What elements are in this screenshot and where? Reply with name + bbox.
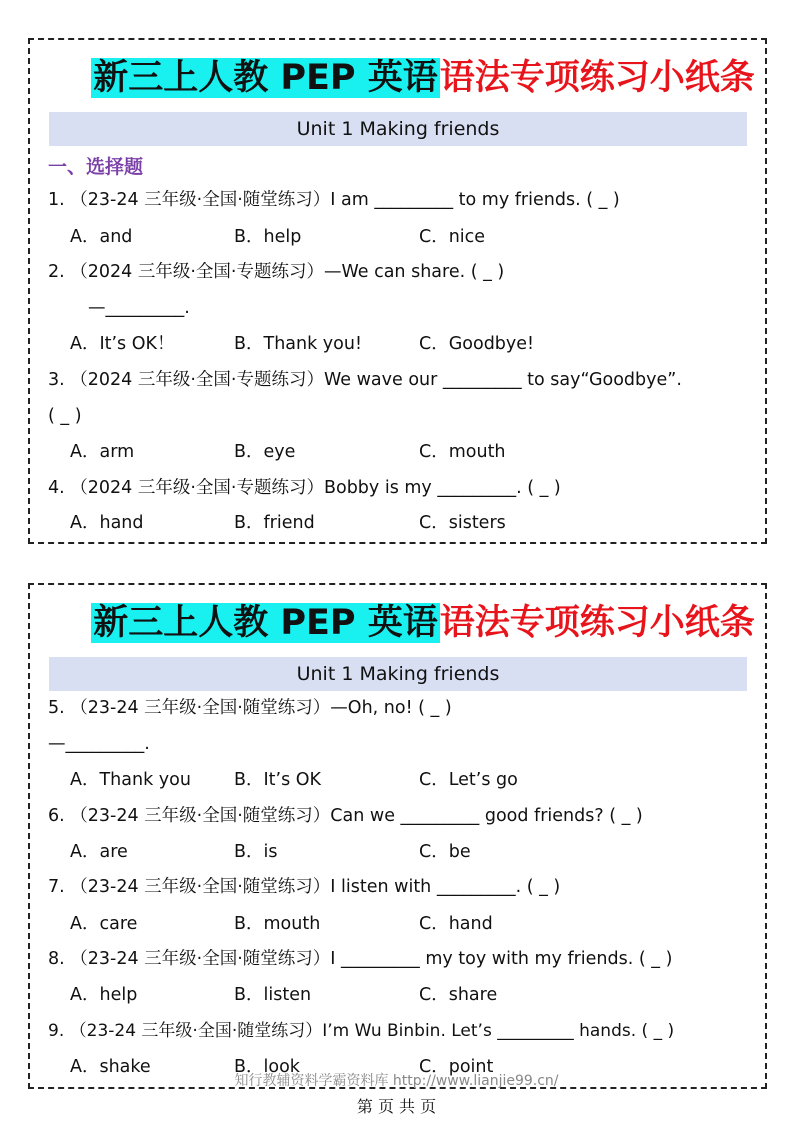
q5-option-b: B．It’s OK: [234, 770, 322, 790]
worksheet-card-2: [28, 583, 767, 1089]
q2-option-a: A．It’s OK！: [70, 334, 175, 354]
question-2-continuation: —_________.: [88, 298, 190, 318]
q9-option-b: B．look: [234, 1057, 300, 1077]
q8-option-a: A．help: [70, 985, 138, 1005]
question-2: 2. （2024 三年级·全国·专题练习）—We can share. ( _ ): [48, 262, 505, 282]
question-3: 3. （2024 三年级·全国·专题练习）We wave our _________ to say“Goodbye”.: [48, 370, 682, 390]
q1-option-a: A．and: [70, 227, 133, 247]
title-highlight: 新三上人教 PEP 英语: [93, 58, 438, 98]
footer-watermark-url: 知行教辅资料学霸资料库 http://www.lianjie99.cn/: [234, 1073, 559, 1089]
question-3-continuation: ( _ ): [48, 406, 82, 426]
q5-option-a: A．Thank you: [70, 770, 191, 790]
title-red: 语法专项练习小纸条: [439, 58, 755, 98]
q3-option-a: A．arm: [70, 442, 135, 462]
q6-option-a: A．are: [70, 842, 128, 862]
unit-bar: Unit 1 Making friends: [49, 657, 747, 691]
q6-option-c: C．be: [419, 842, 471, 862]
q4-option-a: A．hand: [70, 513, 144, 533]
title-highlight: 新三上人教 PEP 英语: [93, 603, 438, 643]
q3-option-b: B．eye: [234, 442, 296, 462]
question-1: 1. （23-24 三年级·全国·随堂练习）I am _________ to my friends. ( _ ): [48, 190, 620, 210]
q3-option-c: C．mouth: [419, 442, 506, 462]
question-8: 8. （23-24 三年级·全国·随堂练习）I _________ my toy with my friends. ( _ ): [48, 949, 673, 969]
title-red: 语法专项练习小纸条: [439, 603, 755, 643]
q8-option-c: C．share: [419, 985, 498, 1005]
q6-option-b: B．is: [234, 842, 278, 862]
question-5: 5. （23-24 三年级·全国·随堂练习）—Oh, no! ( _ ): [48, 698, 452, 718]
q1-option-b: B．help: [234, 227, 302, 247]
page-number: 第 页 共 页: [356, 1097, 437, 1116]
q4-option-b: B．friend: [234, 513, 315, 533]
q7-option-c: C．hand: [419, 914, 493, 934]
q1-option-c: C．nice: [419, 227, 486, 247]
card-title: [78, 48, 768, 108]
question-7: 7. （23-24 三年级·全国·随堂练习）I listen with _________. ( _ ): [48, 877, 561, 897]
unit-bar: Unit 1 Making friends: [49, 112, 747, 146]
q7-option-a: A．care: [70, 914, 138, 934]
q9-option-a: A．shake: [70, 1057, 151, 1077]
q5-option-c: C．Let’s go: [419, 770, 518, 790]
q9-option-c: C．point: [419, 1057, 494, 1077]
q4-option-c: C．sisters: [419, 513, 506, 533]
worksheet-card-1: [28, 38, 767, 544]
question-4: 4. （2024 三年级·全国·专题练习）Bobby is my _________. ( _ ): [48, 478, 561, 498]
q8-option-b: B．listen: [234, 985, 312, 1005]
question-6: 6. （23-24 三年级·全国·随堂练习）Can we _________ good friends? ( _ ): [48, 806, 643, 826]
section-heading: 一、选择题: [48, 156, 144, 178]
question-9: 9. （23-24 三年级·全国·随堂练习）I’m Wu Binbin. Let’s _________ hands. ( _ ): [48, 1021, 675, 1041]
question-5-continuation: —_________.: [48, 734, 150, 754]
q2-option-c: C．Goodbye!: [419, 334, 535, 354]
card-title: [78, 593, 768, 653]
q7-option-b: B．mouth: [234, 914, 321, 934]
q2-option-b: B．Thank you!: [234, 334, 362, 354]
